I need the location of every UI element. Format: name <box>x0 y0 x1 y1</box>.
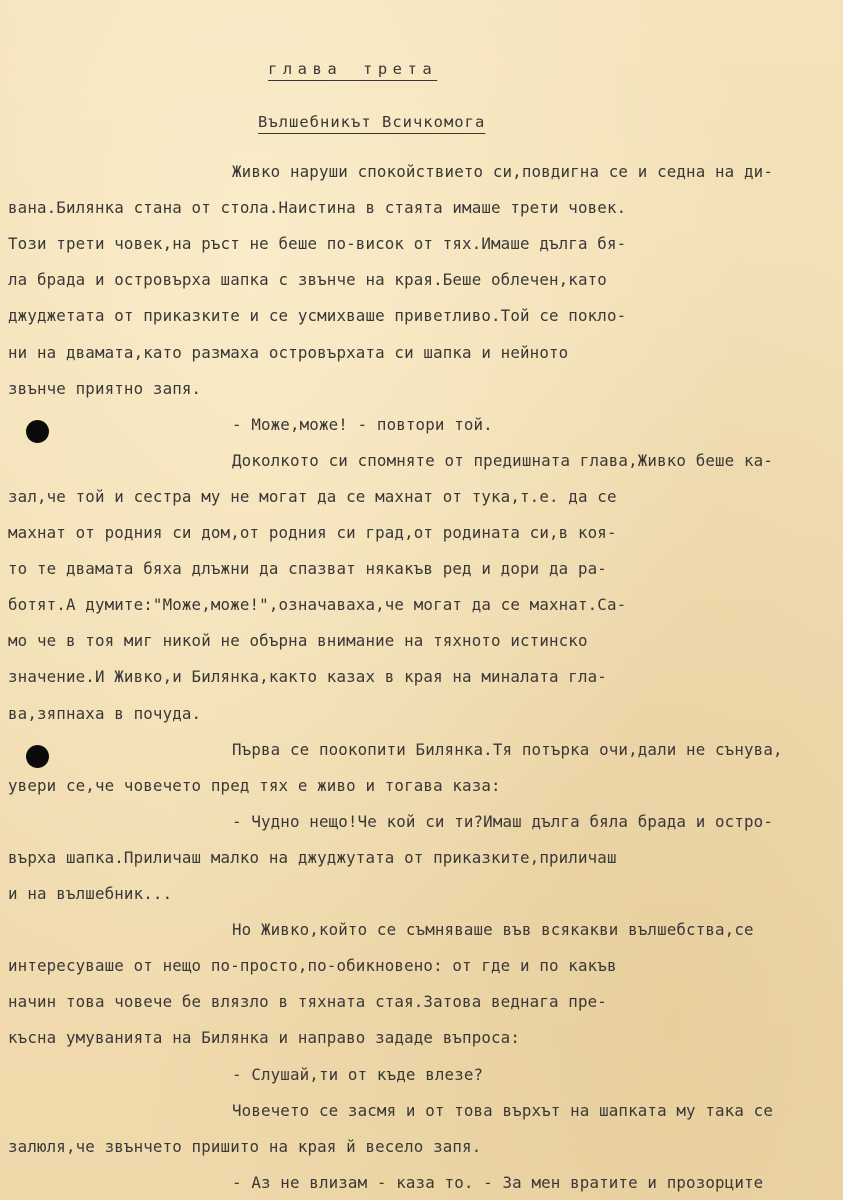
text-line: начин това човече бе влязло в тяхната стая.Затова веднага пре- <box>8 992 607 1012</box>
text-line: ни на двамата,като размаха островърхата си шапка и нейното <box>8 342 569 362</box>
text-line: Но Живко,който се съмняваше във всякакви вълшебства,се <box>232 920 754 940</box>
text-line: залюля,че звънчето пришито на края й весело запя. <box>8 1136 482 1156</box>
punch-hole <box>26 745 49 768</box>
text-line: ботят.А думите:"Може,може!",означаваха,че могат да се махнат.Са- <box>8 595 627 615</box>
section-title: Вълшебникът Всичкомога <box>258 113 486 131</box>
text-line: мо че в тоя миг никой не обърна внимание на тяхното истинско <box>8 631 588 651</box>
text-line: зал,че той и сестра му не могат да се махнат от тука,т.е. да се <box>8 486 617 506</box>
text-line: значение.И Живко,и Билянка,както казах в края на миналата гла- <box>8 667 607 687</box>
text-line: Първа се поокопити Билянка.Тя потърка очи,дали не сънува, <box>232 739 783 759</box>
text-line: Живко наруши спокойствието си,повдигна се и седна на ди- <box>232 162 773 181</box>
text-line: вана.Билянка стана от стола.Наистина в стаята имаше трети човек. <box>8 198 627 218</box>
text-line: ла брада и островърха шапка с звънче на края.Беше облечен,като <box>8 270 607 290</box>
text-line: махнат от родния си дом,от родния си град,от родината си,в коя- <box>8 523 617 542</box>
chapter-title: глава трета <box>268 60 438 78</box>
text-line: върха шапка.Приличаш малко на джуджутата от приказките,приличаш <box>8 847 617 867</box>
text-line: Доколкото си спомняте от предишната глава,Живко беше ка- <box>232 450 773 470</box>
text-line: ва,зяпнаха в почуда. <box>8 703 202 723</box>
text-line: - Чудно нещо!Че кой си ти?Имаш дълга бяла брада и остро- <box>232 811 773 831</box>
text-line: и на вълшебник... <box>8 884 173 903</box>
text-line: звънче приятно запя. <box>8 378 202 398</box>
text-line: Този трети човек,на ръст не беше по-висок от тях.Имаше дълга бя- <box>8 234 627 254</box>
text-line: джуджетата от приказките и се усмихваше приветливо.Той се покло- <box>8 306 627 326</box>
punch-hole <box>26 420 49 443</box>
text-line: - Аз не влизам - каза то. - За мен вратите и прозорците <box>232 1172 764 1192</box>
text-line: - Слушай,ти от къде влезе? <box>232 1064 484 1084</box>
text-line: увери се,че човечето пред тях е живо и тогава каза: <box>8 775 501 795</box>
text-line: Човечето се засмя и от това върхът на шапката му така се <box>232 1100 773 1120</box>
text-line: интересуваше от нещо по-просто,по-обикновено: от где и по какъв <box>8 956 617 976</box>
text-line: - Може,може! - повтори той. <box>232 414 493 434</box>
text-line: то те двамата бяха длъжни да спазват някакъв ред и дори да ра- <box>8 559 607 579</box>
text-line: късна умуванията на Билянка и направо зададе въпроса: <box>8 1028 521 1048</box>
